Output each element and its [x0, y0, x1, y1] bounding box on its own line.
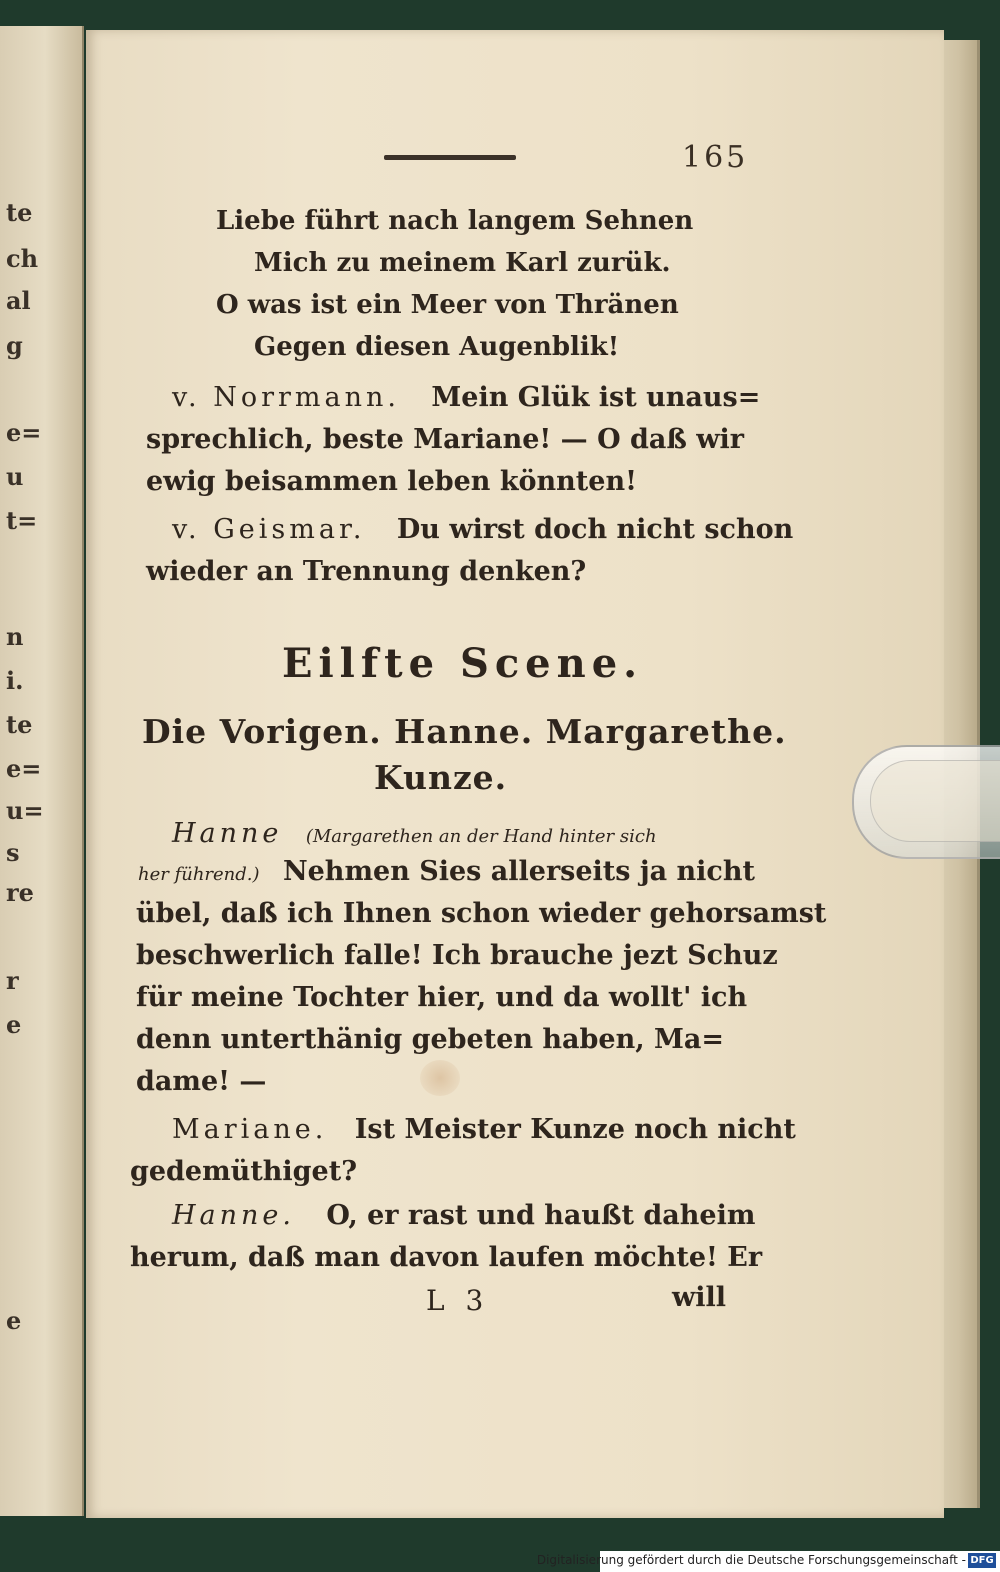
header-rule: [384, 155, 516, 160]
catchword: will: [672, 1282, 727, 1313]
left-page-fragment: r: [6, 966, 19, 995]
cast-list: Die Vorigen. Hanne. Margarethe.: [142, 712, 787, 751]
cast-list: Kunze.: [374, 758, 508, 797]
left-page-fragment: ch: [6, 244, 39, 273]
speech-text: Ist Meister Kunze noch nicht: [354, 1114, 796, 1145]
foxing-stain: [420, 1060, 460, 1096]
left-page-fragment: e: [6, 1306, 22, 1335]
verse-line: Liebe führt nach langem Sehnen: [216, 206, 694, 236]
speech-text: Mein Glük ist unaus=: [431, 382, 761, 413]
signature-mark: L 3: [426, 1284, 490, 1317]
speaker-name: v. Norrmann.: [172, 382, 400, 413]
left-page-fragment: e: [6, 1010, 22, 1039]
left-page-fragment: s: [6, 838, 20, 867]
speech-hanne-line: übel, daß ich Ihnen schon wieder gehorsamst: [136, 898, 827, 929]
speech-hanne-line: denn unterthänig gebeten haben, Ma=: [136, 1024, 725, 1055]
dfg-logo: DFG: [968, 1553, 996, 1568]
speech-mariane-line: [172, 1114, 796, 1145]
speech-norrmann-line: [172, 382, 760, 413]
left-page-fragment: g: [6, 331, 23, 360]
left-page-sliver: [0, 26, 84, 1516]
verse-line: Gegen diesen Augenblik!: [254, 332, 620, 362]
scene-heading: Eilfte Scene.: [282, 640, 644, 687]
left-page-fragment: te: [6, 198, 33, 227]
speech-hanne2-line: [172, 1200, 755, 1231]
left-page-fragment: re: [6, 878, 34, 907]
left-page-fragment: t=: [6, 506, 38, 535]
stage-direction: her führend.): [138, 864, 260, 885]
speech-hanne2-line: herum, daß man davon laufen möchte! Er: [130, 1242, 763, 1273]
page-number: 165: [682, 140, 749, 175]
speech-hanne-line: dame! —: [136, 1066, 267, 1097]
left-page-fragment: i.: [6, 666, 24, 695]
speech-hanne-line: [138, 856, 755, 887]
speech-text: Du wirst doch nicht schon: [396, 514, 794, 545]
speech-hanne-line: [172, 818, 657, 849]
left-page-fragment: u=: [6, 796, 44, 825]
speech-geismar-line: wieder an Trennung denken?: [146, 556, 587, 587]
left-page-fragment: al: [6, 286, 31, 315]
left-page-fragment: te: [6, 710, 33, 739]
speech-text: O, er rast und haußt daheim: [326, 1200, 756, 1231]
page-clip-inner: [870, 760, 1000, 842]
verse-line: O was ist ein Meer von Thränen: [216, 290, 679, 320]
speech-hanne-line: für meine Tochter hier, und da wollt' ich: [136, 982, 748, 1013]
left-page-fragment: e=: [6, 754, 42, 783]
speech-hanne-line: beschwerlich falle! Ich brauche jezt Schuz: [136, 940, 778, 971]
speaker-name: v. Geismar.: [172, 514, 366, 545]
left-page-fragment: u: [6, 462, 24, 491]
speaker-name: Mariane.: [172, 1114, 328, 1145]
speech-mariane-line: gedemüthiget?: [130, 1156, 358, 1187]
speech-geismar-line: [172, 514, 793, 545]
stage-direction: (Margarethen an der Hand hinter sich: [305, 826, 657, 847]
speech-norrmann-line: ewig beisammen leben könnten!: [146, 466, 637, 497]
left-page-fragment: e=: [6, 418, 42, 447]
speaker-name: Hanne: [172, 818, 283, 849]
speaker-name: Hanne.: [172, 1200, 295, 1231]
speech-text: Nehmen Sies allerseits ja nicht: [282, 856, 755, 887]
speech-norrmann-line: sprechlich, beste Mariane! — O daß wir: [146, 424, 744, 455]
left-page-fragment: n: [6, 622, 24, 651]
verse-line: Mich zu meinem Karl zurük.: [254, 248, 671, 278]
funding-credit: Digitalisierung gefördert durch die Deutsche Forschungsgemeinschaft -: [536, 1553, 966, 1567]
